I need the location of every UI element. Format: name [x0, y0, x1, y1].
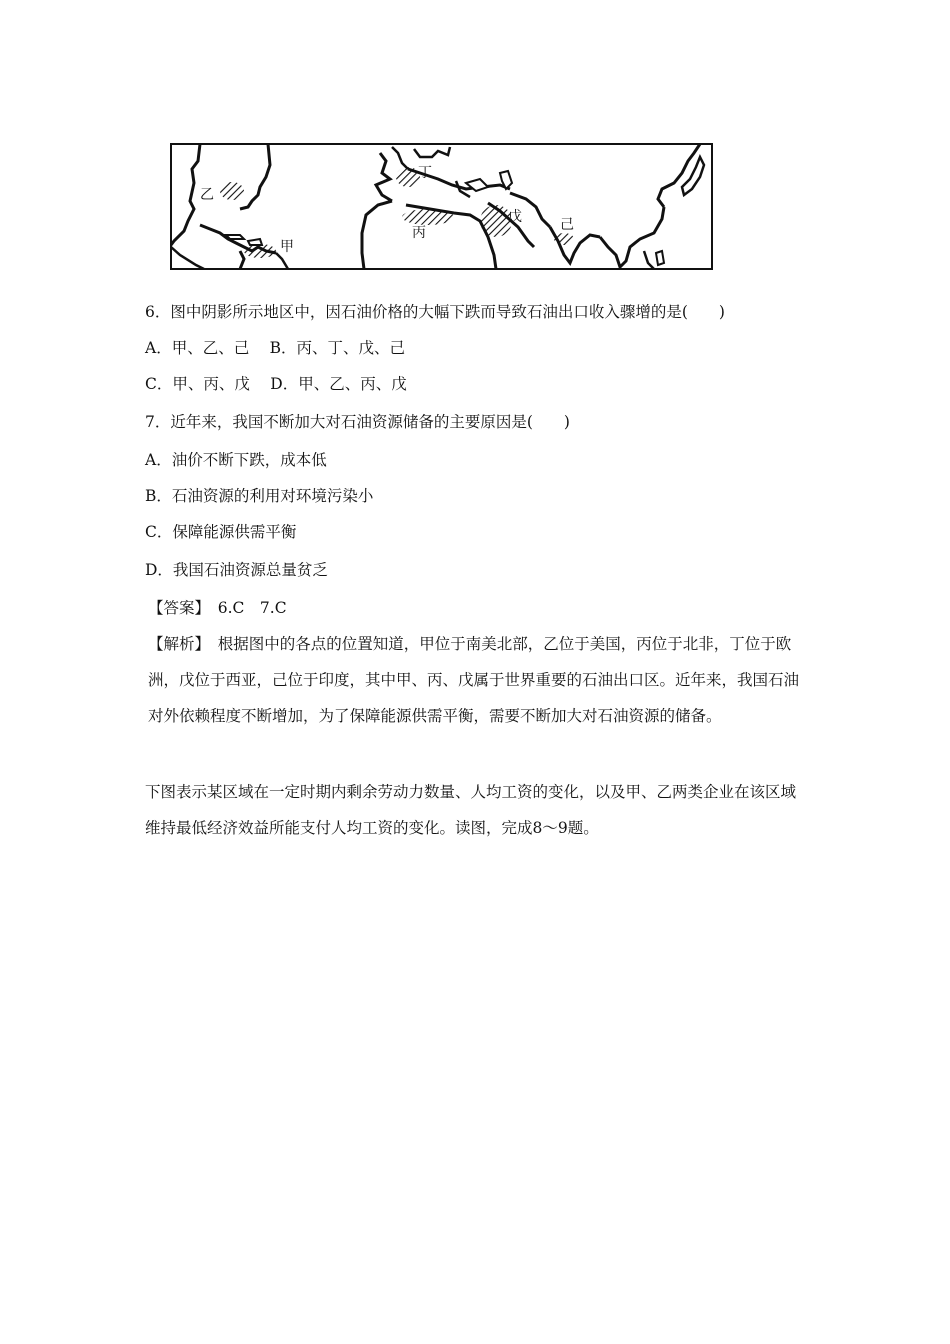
answer-label: 【答案】 — [148, 599, 203, 617]
question-7-option-d: D．我国石油资源总量贫乏 — [145, 561, 328, 579]
answer-text: 6.C 7.C — [202, 599, 287, 617]
map-label-ding: 丁 — [418, 165, 432, 181]
analysis-block — [148, 626, 808, 734]
intro-text: 下图表示某区域在一定时期内剩余劳动力数量、人均工资的变化，以及甲、乙两类企业在该区域维持最低经济效益所能支付人均工资的变化。读图，完成8～9题。 — [145, 783, 797, 837]
question-7-option-a: A．油价不断下跌，成本低 — [145, 451, 327, 469]
question-6-stem: 6．图中阴影所示地区中，因石油价格的大幅下跌而导致石油出口收入骤增的是( ) — [145, 303, 725, 321]
question-7-option-c: C．保障能源供需平衡 — [145, 523, 297, 541]
map-label-wu: 戊 — [508, 209, 522, 225]
question-7-stem: 7．近年来，我国不断加大对石油资源储备的主要原因是( ) — [145, 413, 570, 431]
map-label-jia: 甲 — [280, 239, 294, 255]
answer-line — [148, 598, 287, 618]
map-label-ji: 己 — [560, 217, 574, 233]
analysis-text: 根据图中的各点的位置知道，甲位于南美北部，乙位于美国，丙位于北非，丁位于欧洲，戊位于西亚，己位于印度，其中甲、丙、戊属于世界重要的石油出口区。近年来，我国石油对外依赖程度不断增加，为了保障能源供需平衡，需要不断加大对石油资源的储备。 — [148, 635, 800, 725]
analysis-label: 【解析】 — [148, 635, 203, 653]
question-6-options-ab: A．甲、乙、己 B．丙、丁、戊、己 — [145, 339, 406, 357]
map-label-yi: 乙 — [200, 187, 214, 203]
map-label-bing: 丙 — [412, 225, 426, 241]
question-6-options-cd: C．甲、丙、戊 D．甲、乙、丙、戊 — [145, 375, 407, 393]
questions-8-9-intro — [145, 774, 810, 846]
question-7-option-b: B．石油资源的利用对环境污染小 — [145, 487, 374, 505]
world-oil-map — [170, 143, 713, 270]
